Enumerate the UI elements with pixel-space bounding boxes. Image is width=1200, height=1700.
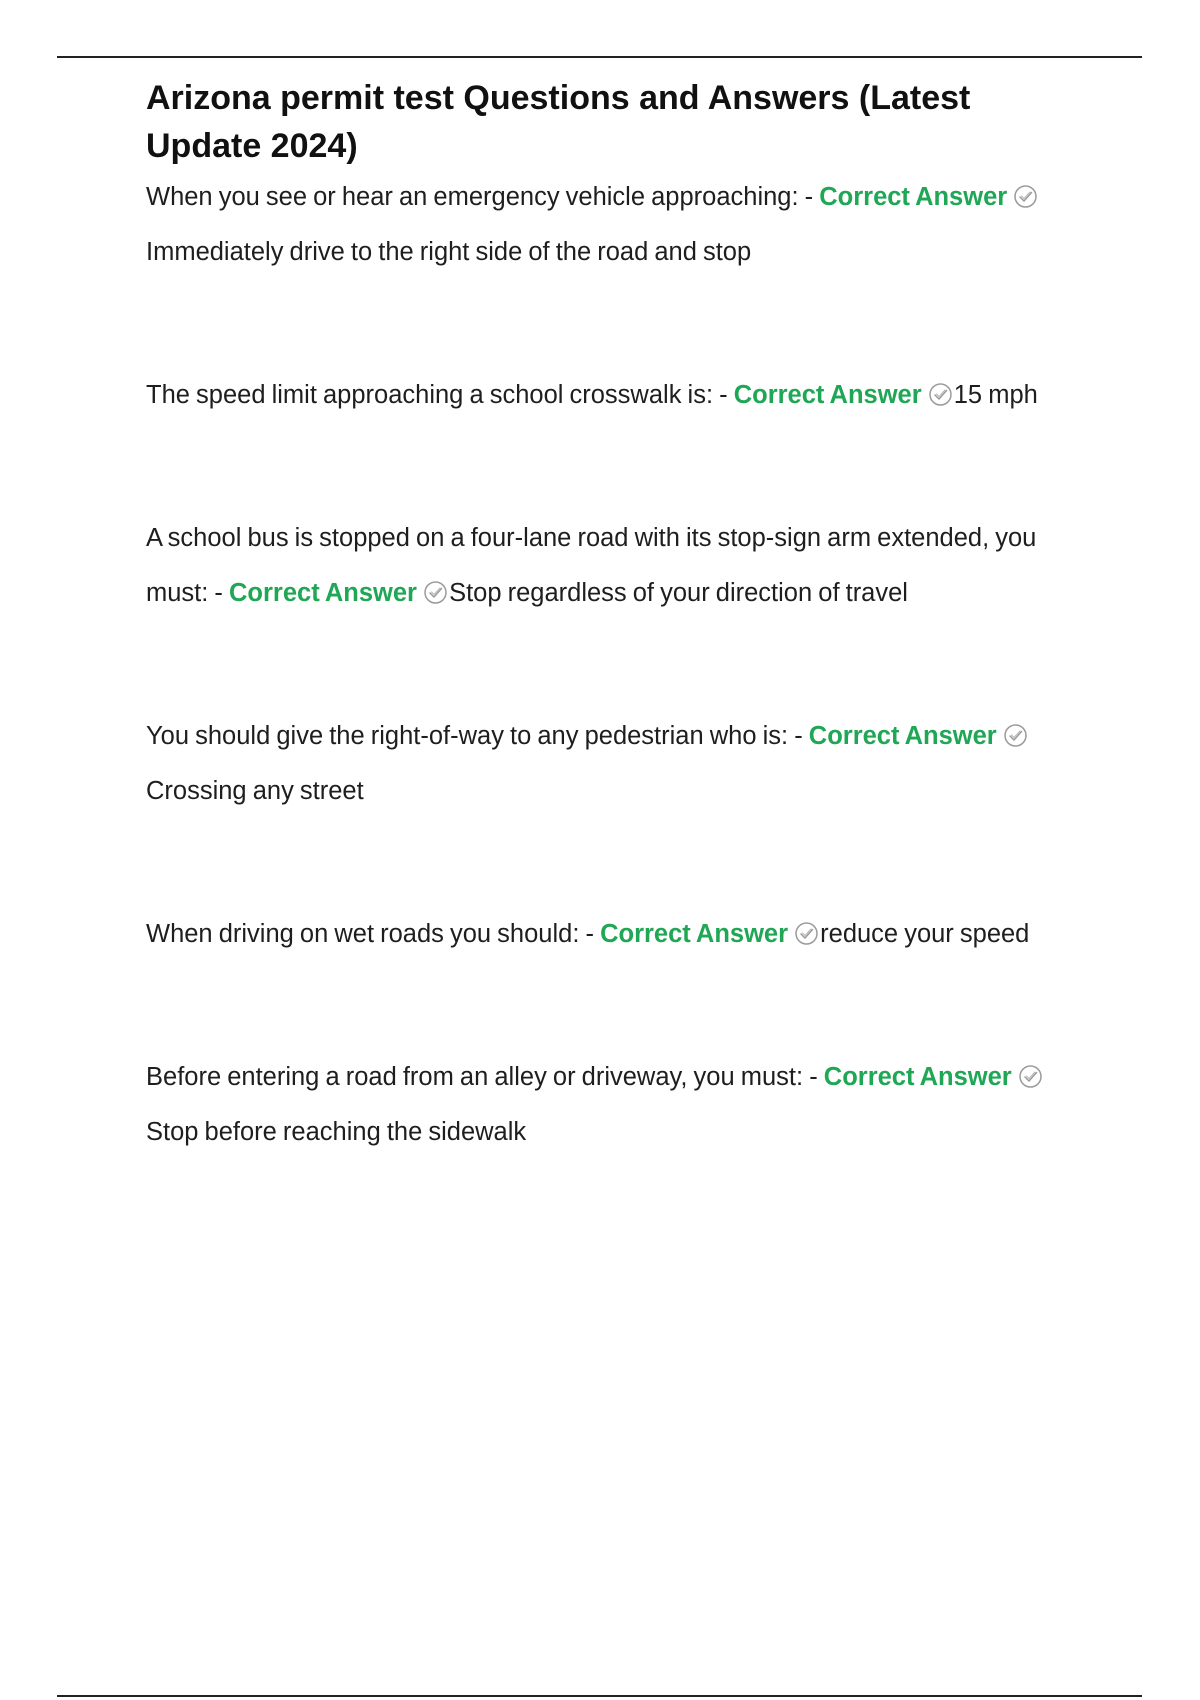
separator: -	[208, 579, 230, 607]
check-circle-icon	[1013, 184, 1038, 209]
correct-answer-label: Correct Answer	[823, 1063, 1012, 1091]
top-rule	[57, 56, 1142, 58]
check-circle-icon	[794, 921, 819, 946]
correct-answer-label: Correct Answer	[733, 381, 922, 409]
separator: -	[579, 920, 601, 948]
question-text: When you see or hear an emergency vehicle approaching:	[146, 183, 799, 211]
separator: -	[713, 381, 734, 409]
answer-text: Crossing any street	[146, 777, 364, 805]
qa-item	[146, 907, 1086, 962]
correct-answer-label: Correct Answer	[808, 722, 997, 750]
check-circle-icon	[1018, 1064, 1043, 1089]
qa-item	[146, 1050, 1086, 1160]
correct-answer-label: Correct Answer	[600, 920, 789, 948]
question-text: Before entering a road from an alley or driveway, you must:	[146, 1063, 804, 1091]
check-circle-icon	[928, 382, 953, 407]
check-circle-icon	[1003, 723, 1028, 748]
answer-text: Stop regardless of your direction of travel	[449, 579, 908, 607]
question-text: The speed limit approaching a school crosswalk is:	[146, 381, 714, 409]
qa-item	[146, 368, 1086, 423]
question-text: You should give the right-of-way to any pedestrian who is:	[146, 722, 789, 750]
separator: -	[803, 1063, 824, 1091]
separator: -	[798, 183, 820, 211]
correct-answer-label: Correct Answer	[819, 183, 1008, 211]
correct-answer-label: Correct Answer	[229, 579, 417, 607]
check-circle-icon	[423, 580, 448, 605]
answer-text: reduce your speed	[820, 920, 1030, 948]
answer-text: 15 mph	[953, 381, 1038, 409]
question-text: A school bus is stopped on a four-lane road with its stop-sign arm extended, you must:	[146, 524, 1037, 607]
document-body	[146, 74, 1086, 1160]
qa-item	[146, 511, 1086, 621]
answer-text: Stop before reaching the sidewalk	[146, 1118, 527, 1146]
separator: -	[788, 722, 809, 750]
qa-item	[146, 170, 1086, 280]
question-text: When driving on wet roads you should:	[146, 920, 580, 948]
answer-text: Immediately drive to the right side of the road and stop	[146, 238, 752, 266]
qa-item	[146, 709, 1086, 819]
document-title: Arizona permit test Questions and Answers (Latest Update 2024)	[146, 79, 971, 165]
bottom-rule	[57, 1695, 1142, 1697]
